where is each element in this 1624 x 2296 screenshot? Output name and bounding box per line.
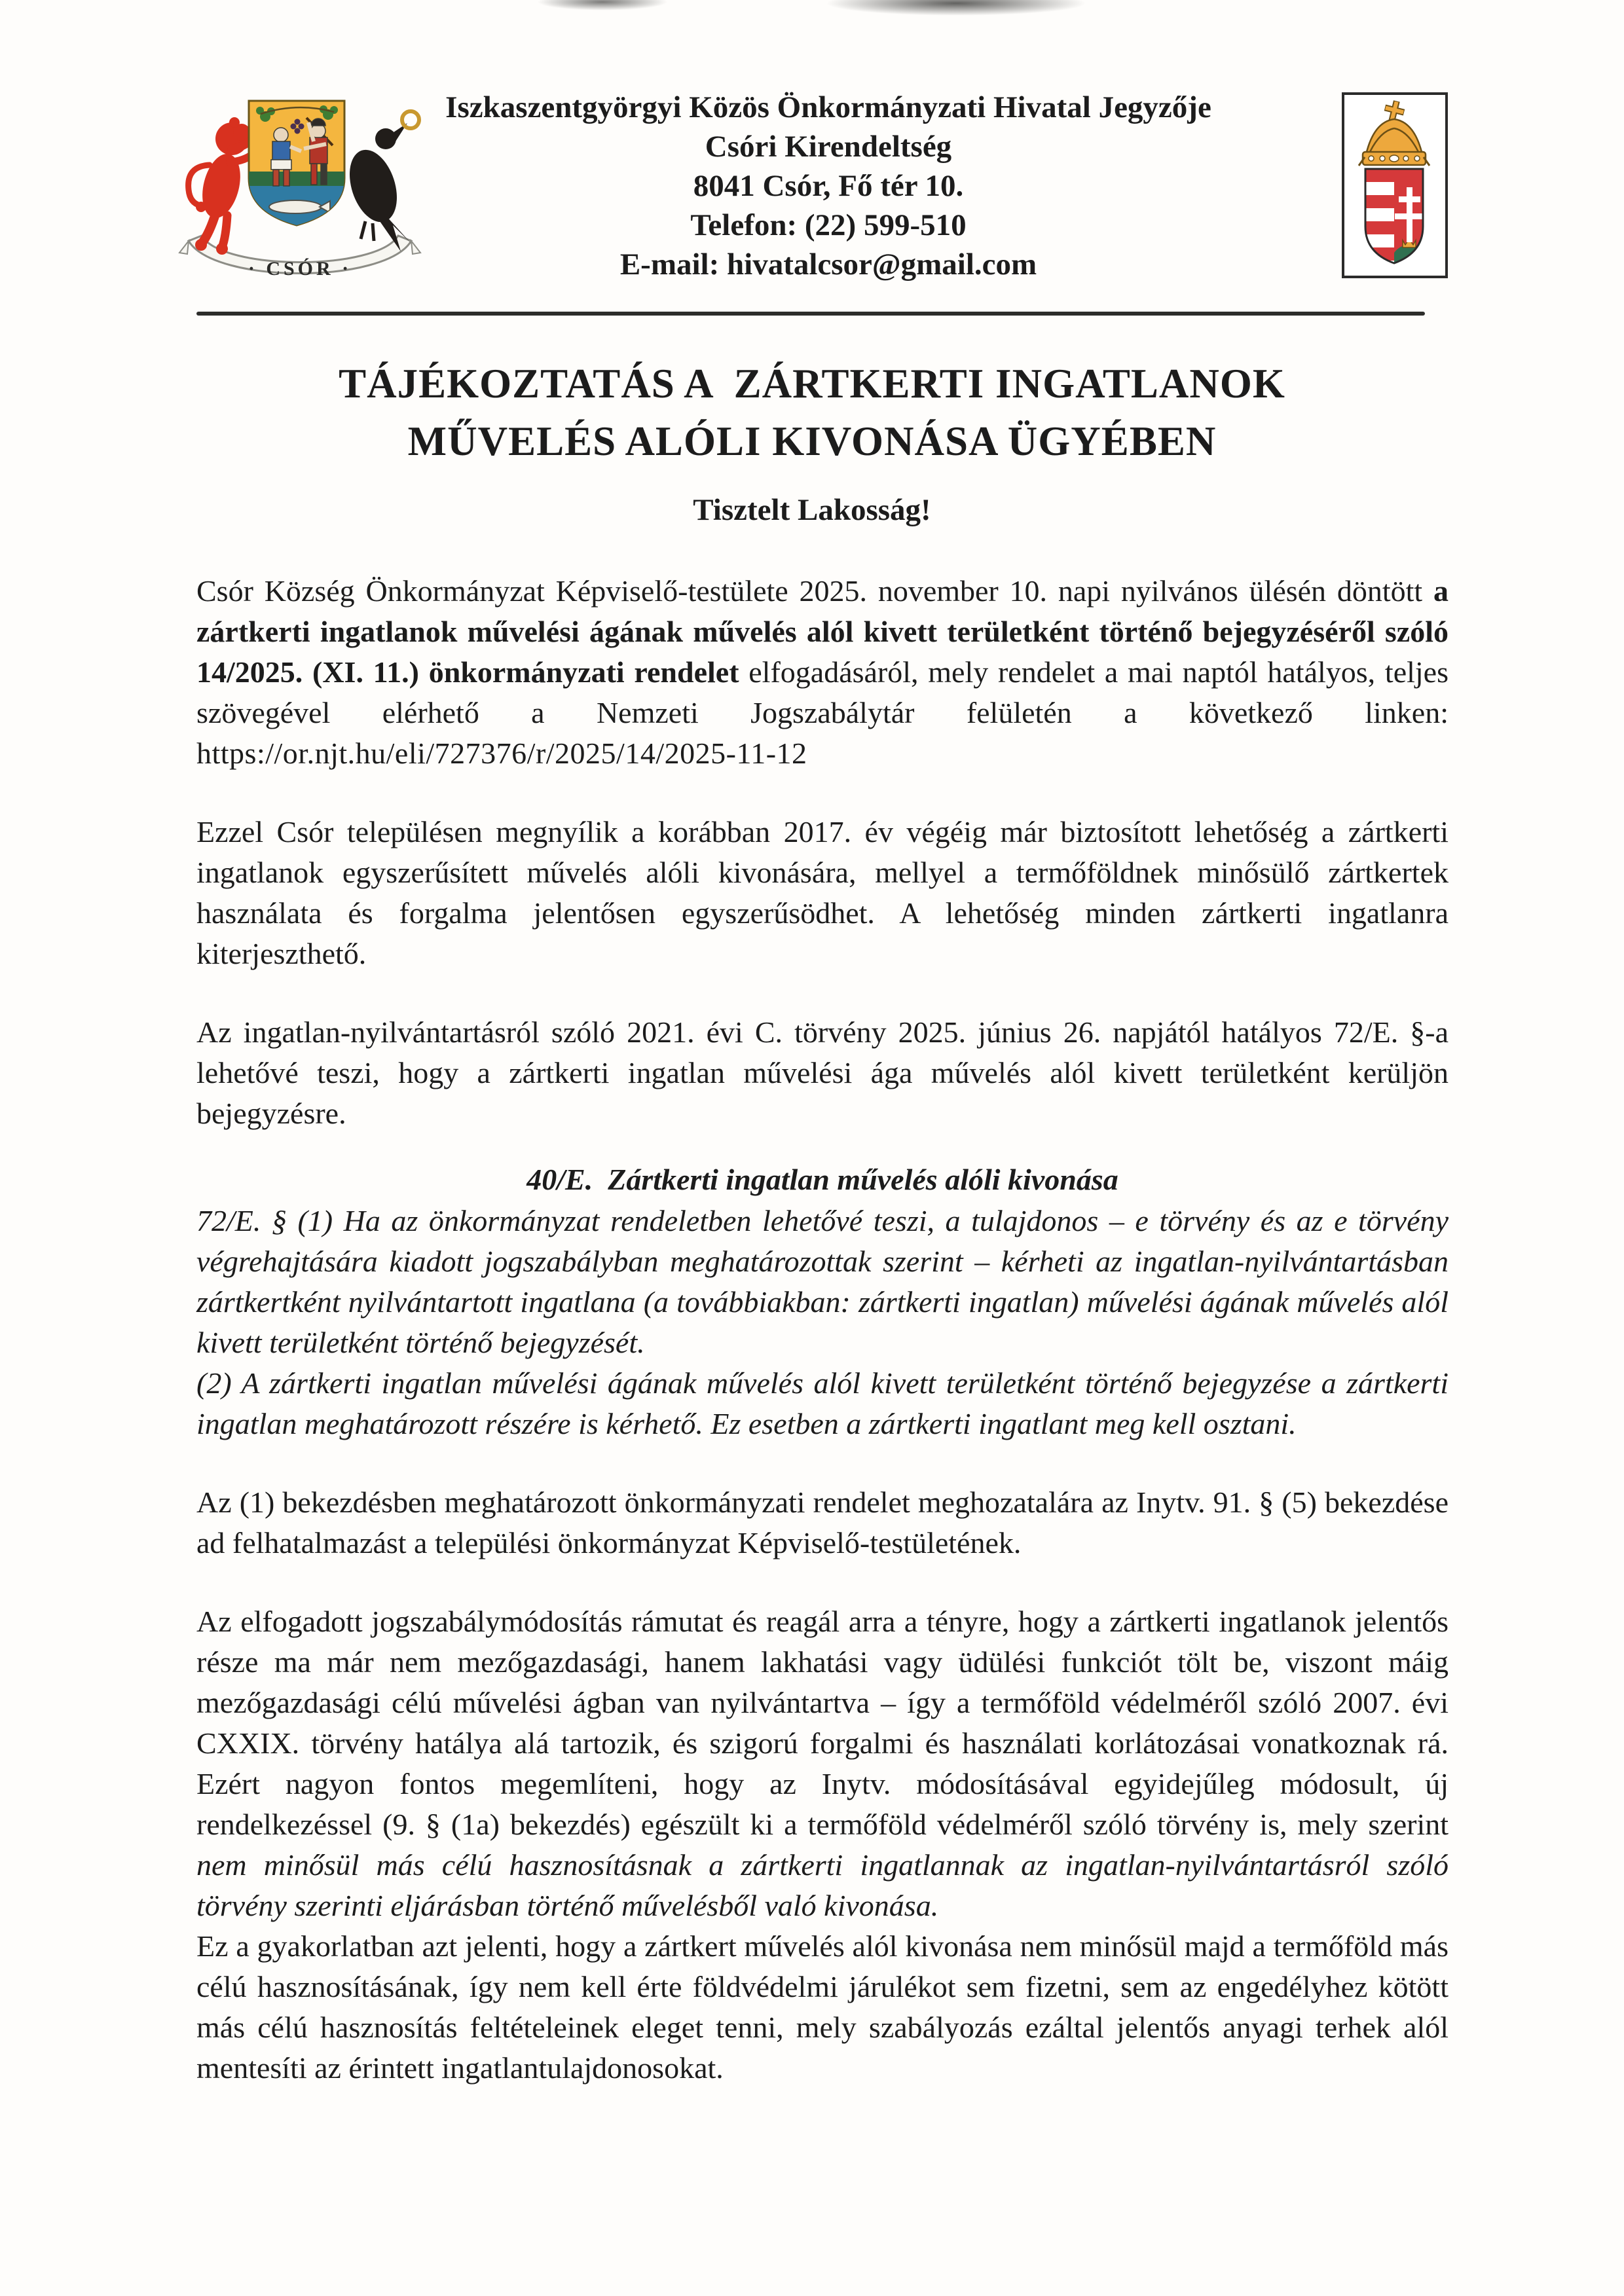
document-title-line1: TÁJÉKOZTATÁS A ZÁRTKERTI INGATLANOK (339, 361, 1285, 407)
paragraph-resolution (196, 571, 1449, 774)
document-body (196, 571, 1449, 2088)
letterhead-text (406, 88, 1251, 284)
scan-artifact (825, 0, 1087, 16)
law-quote-inline: nem minősül más célú hasznosításnak a zártkerti ingatlannak az ingatlan-nyilvántartásról szóló törvény szerinti eljárásban történő művelésből való kivonása. (196, 1848, 1449, 1922)
paragraph-practical-effect: Ez a gyakorlatban azt jelenti, hogy a zártkert művelés alól kivonása nem minősül majd a termőföld más célú hasznosításának, így nem kell érte földvédelmi járulékot sem fizetni, sem az engedélyhez kötött más célú hasznosítás feltételeinek eleget tenni, mely szabályozás ezáltal jelentős anyagi terhek alól mentesíti az érintett ingatlantulajdonosokat. (196, 1929, 1449, 2085)
paragraph-authorization: Az (1) bekezdésben meghatározott önkormányzati rendelet meghozatalára az Inytv. 91. § (5) bekezdése ad felhatalmazást a települési önkormányzat Képviselő-testületének. (196, 1485, 1449, 1559)
lion-figure (189, 117, 256, 255)
scan-artifact (537, 0, 668, 10)
letterhead (0, 84, 1624, 306)
regulation-url: https://or.njt.hu/eli/727376/r/2025/14/2025-11-12 (196, 737, 807, 770)
paragraph-text: elfogadásáról, mely rendelet a mai naptól hatályos, teljes szövegével elérhető a Nemzeti Jogszabálytár felületén a következő linken: (196, 655, 1449, 729)
csor-banner-label: · CSÓR · (248, 258, 352, 280)
document-title-line2: MŰVELÉS ALÓLI KIVONÁSA ÜGYÉBEN (407, 418, 1217, 464)
paragraph-text: Az elfogadott jogszabálymódosítás rámutat és reagál arra a tényre, hogy a zártkerti ingatlanok jelentős része ma már nem mezőgazdasági, hanem lakhatási vagy üdülési funkciót tölt be, viszont máig mezőgazdasági célú művelési ágban van nyilvántartva – így a termőföld védelméről szóló 2007. évi CXXIX. törvény hatálya alá tartozik, és szigorú forgalmi és használati korlátozásai vonatkoznak rá. Ezért nagyon fontos megemlíteni, hogy az Inytv. módosításával egyidejűleg módosult, új rendelkezéssel (9. § (1a) bekezdés) egészült ki a termőföld védelméről szóló törvény is, mely szerint (196, 1605, 1449, 1841)
law-section-heading: 40/E. Zártkerti ingatlan művelés alóli kivonása (526, 1163, 1118, 1196)
document-title (0, 355, 1624, 470)
paragraph-opportunity: Ezzel Csór településen megnyílik a korábban 2017. év végéig már biztosított lehetőség a zártkerti ingatlanok egyszerűsített művelés alóli kivonására, mellyel a termőföldnek minősülő zártkertek használata és forgalma jelentősen egyszerűsödhet. A lehetőség minden zártkerti ingatlanra kiterjeszthető. (196, 815, 1449, 970)
paragraph-law-basis: Az ingatlan-nyilvántartásról szóló 2021. évi C. törvény 2025. június 26. napjától hatályos 72/E. §-a lehetővé teszi, hogy a zártkerti ingatlan művelési ága művelés alól kivett területként kerüljön bejegyzésre. (196, 1015, 1449, 1130)
paragraph-explanation (196, 1601, 1449, 1926)
header-divider (196, 312, 1425, 316)
office-email: E-mail: hivatalcsor@gmail.com (619, 247, 1037, 282)
hungary-coat-of-arms-icon (1341, 92, 1449, 279)
branch-name: Csóri Kirendeltség (705, 130, 952, 164)
paragraph-text: Csór Község Önkormányzat Képviselő-testülete 2025. november 10. napi nyilvános ülésén döntött (196, 574, 1433, 608)
office-phone: Telefon: (22) 599-510 (690, 208, 967, 242)
raven-figure (341, 123, 411, 251)
office-address: 8041 Csór, Fő tér 10. (693, 169, 964, 203)
csor-coat-of-arms-icon (169, 86, 431, 302)
office-name: Iszkaszentgyörgyi Közös Önkormányzati Hivatal Jegyzője (445, 90, 1211, 124)
regulation-title-bold: a zártkerti ingatlanok művelési ágának művelés alól kivett területként történő bejegyzéséről szóló 14/2025. (XI. 11.) önkormányzati rendelet (196, 574, 1449, 689)
law-quote-paragraph-2: (2) A zártkerti ingatlan művelési ágának művelés alól kivett területként történő bejegyzése a zártkerti ingatlan meghatározott részére is kérhető. Ez esetben a zártkerti ingatlant meg kell osztani. (196, 1366, 1449, 1440)
law-quote-paragraph-1: 72/E. § (1) Ha az önkormányzat rendeletben lehetővé teszi, a tulajdonos – e törvény és az e törvény végrehajtására kiadott jogszabályban meghatározottak szerint – kérheti az ingatlan-nyilvántartásban zártkertként nyilvántartott ingatlana (a továbbiakban: zártkerti ingatlan) művelési ágának művelés alól kivett területként történő bejegyzését. (196, 1204, 1449, 1359)
salutation: Tisztelt Lakosság! (693, 493, 931, 527)
